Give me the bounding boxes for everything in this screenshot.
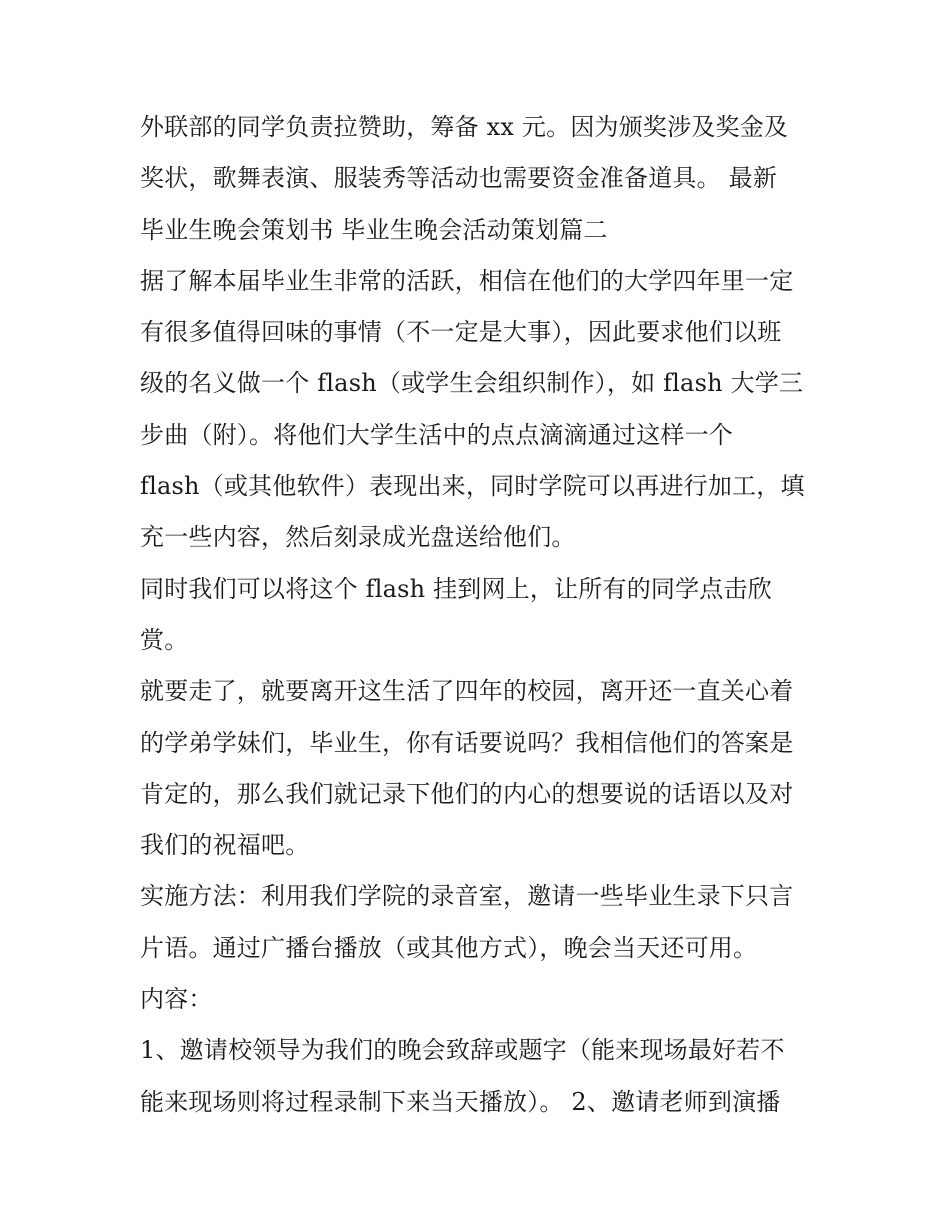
text-line: 的学弟学妹们，毕业生，你有话要说吗？我相信他们的答案是 [140,728,794,757]
text-line: 我们的祝福吧。 [140,831,310,860]
text-line: 奖状，歌舞表演、服装秀等活动也需要资金准备道具。 最新 [140,164,778,193]
text-line: 实施方法：利用我们学院的录音室，邀请一些毕业生录下只言 [140,882,794,911]
text-line: 片语。通过广播台播放（或其他方式），晚会当天还可用。 [140,933,758,962]
text-line: 外联部的同学负责拉赞助，筹备 xx 元。因为颁奖涉及奖金及 [140,113,789,141]
text-line: 充一些内容，然后刻录成光盘送给他们。 [140,523,576,552]
text-line: 级的名义做一个 flash（或学生会组织制作），如 flash 大学三 [140,369,804,398]
text-line: 肯定的，那么我们就记录下他们的内心的想要说的话语以及对 [140,779,794,808]
text-line: 同时我们可以将这个 flash 挂到网上，让所有的同学点击欣 [140,574,772,603]
text-line: 1、邀请校领导为我们的晚会致辞或题字（能来现场最好若不 [140,1036,785,1065]
body-text [140,102,820,1128]
text-line: 内容： [140,985,213,1014]
text-line: 能来现场则将过程录制下来当天播放）。 2、邀请老师到演播 [140,1087,781,1116]
text-line: 步曲（附）。将他们大学生活中的点点滴滴通过这样一个 [140,420,733,449]
text-line: 有很多值得回味的事情（不一定是大事），因此要求他们以班 [140,318,782,347]
text-line: 赏。 [140,625,189,654]
text-line: 毕业生晚会策划书 毕业生晚会活动策划篇二 [140,215,608,244]
text-line: 就要走了，就要离开这生活了四年的校园，离开还一直关心着 [140,677,794,706]
text-line: 据了解本届毕业生非常的活跃，相信在他们的大学四年里一定 [140,266,794,295]
text-line: flash（或其他软件）表现出来，同时学院可以再进行加工，填 [140,472,805,501]
